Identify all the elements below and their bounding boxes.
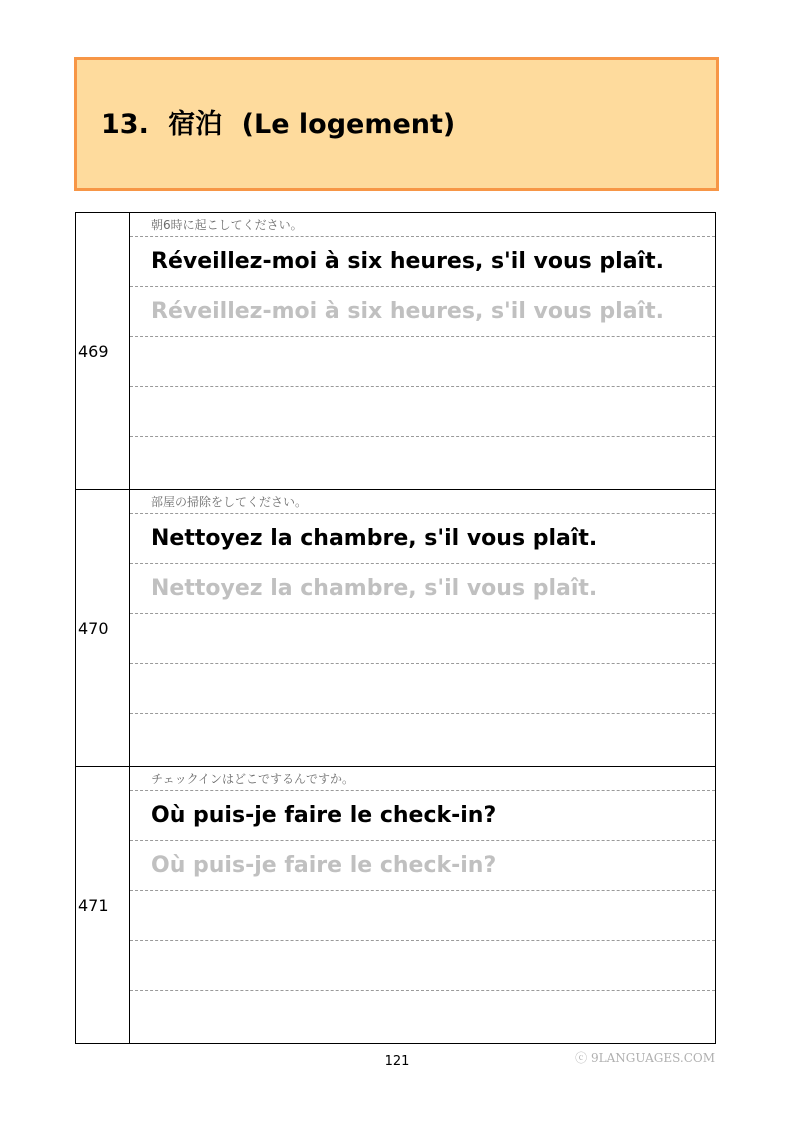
- chapter-title-box: [74, 57, 719, 191]
- copyright-notice: ⓒ 9LANGUAGES.COM: [575, 1051, 715, 1065]
- blank-writing-line: [130, 941, 715, 991]
- chapter-number: 13.: [101, 109, 149, 140]
- page-number: 121: [384, 1054, 410, 1069]
- entry-number: 470: [75, 490, 130, 766]
- blank-writing-line: [130, 337, 715, 387]
- japanese-hint: チェックインはどこでするんですか。: [130, 767, 715, 791]
- entry-number: 471: [75, 767, 130, 1043]
- trace-sentence: Réveillez-moi à six heures, s'il vous plaît.: [130, 287, 715, 337]
- chapter-title-fr: (Le logement): [241, 109, 456, 140]
- blank-writing-line: [130, 891, 715, 941]
- japanese-hint: 部屋の掃除をしてください。: [130, 490, 715, 514]
- writing-lines: [130, 213, 715, 489]
- french-sentence: Réveillez-moi à six heures, s'il vous plaît.: [130, 237, 715, 287]
- blank-writing-line: [130, 664, 715, 714]
- french-sentence: Nettoyez la chambre, s'il vous plaît.: [130, 514, 715, 564]
- blank-writing-line: [130, 614, 715, 664]
- practice-entry: [75, 213, 715, 489]
- trace-sentence: Nettoyez la chambre, s'il vous plaît.: [130, 564, 715, 614]
- writing-lines: [130, 767, 715, 1043]
- practice-sheet: [75, 212, 716, 1044]
- chapter-title: [101, 108, 465, 142]
- blank-writing-line: [130, 991, 715, 1041]
- writing-lines: [130, 490, 715, 766]
- blank-writing-line: [130, 714, 715, 764]
- japanese-hint: 朝6時に起こしてください。: [130, 213, 715, 237]
- chapter-title-ja: 宿泊: [168, 109, 223, 140]
- entry-number: 469: [75, 213, 130, 489]
- practice-entry: [75, 489, 715, 766]
- trace-sentence: Où puis-je faire le check-in?: [130, 841, 715, 891]
- blank-writing-line: [130, 437, 715, 487]
- french-sentence: Où puis-je faire le check-in?: [130, 791, 715, 841]
- practice-entry: [75, 766, 715, 1043]
- blank-writing-line: [130, 387, 715, 437]
